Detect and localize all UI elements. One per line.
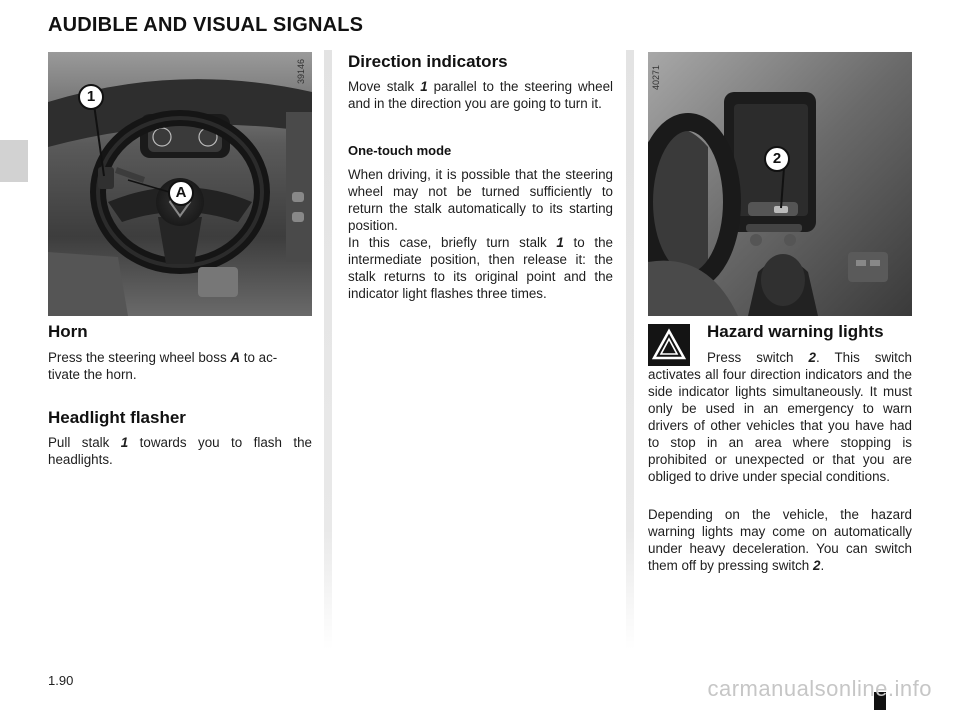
callout-1: 1: [78, 84, 104, 110]
horn-heading: Horn: [48, 322, 88, 341]
photo-code-right: 40271: [651, 64, 661, 90]
one-touch-text: When driving, it is possible that the steering wheel may not be turned sufficiently to return the stalk automatically to its starting position.: [348, 167, 613, 233]
watermark: carmanualsonline.info: [707, 676, 932, 701]
hazard-text-1: Press switch 2. This switch activates all four direction indicators and the side indicator lights simultaneously. It must only be used in an emergency to warn drivers of other vehicles that you have had to stop in an area where stopping is prohibited or unexpected or that you are obliged to drive under special conditions.: [648, 350, 912, 484]
hazard-heading: Hazard warning lights: [707, 322, 884, 341]
steering-wheel-photo: [48, 52, 312, 316]
horn-text: Press the steering wheel boss A to ac- tivate the horn.: [48, 350, 278, 382]
callout-2: 2: [764, 146, 790, 172]
center-console-illustration: [648, 52, 912, 316]
callout-a: A: [168, 180, 194, 206]
hazard-text-2: Depending on the vehicle, the hazard warning lights may come on automatically under heavy deceleration. You can switch them off by pressing switch 2.: [648, 507, 912, 573]
headlight-flasher-text: Pull stalk 1 towards you to flash the headlights.: [48, 435, 312, 467]
headlight-flasher-heading: Headlight flasher: [48, 408, 186, 427]
one-touch-text-2: In this case, briefly turn stalk 1 to the intermediate position, then release it: the stalk returns to its original point and the indicator light flashes three times.: [348, 235, 613, 301]
hazard-switch-photo: [648, 52, 912, 316]
one-touch-subheading: One-touch mode: [348, 143, 452, 158]
column-divider-right: [626, 50, 634, 650]
horn-boss-label: A: [230, 350, 241, 365]
page-title: AUDIBLE AND VISUAL SIGNALS: [48, 14, 364, 36]
column-divider-left: [324, 50, 332, 650]
direction-indicators-heading: Direction indicators: [348, 52, 508, 71]
section-tab: [0, 140, 28, 182]
page-number: 1.90: [48, 673, 74, 688]
direction-indicators-text: Move stalk 1 parallel to the steering wheel and in the direction you are going to turn it.: [348, 79, 613, 111]
photo-code-left: 39146: [296, 58, 306, 84]
